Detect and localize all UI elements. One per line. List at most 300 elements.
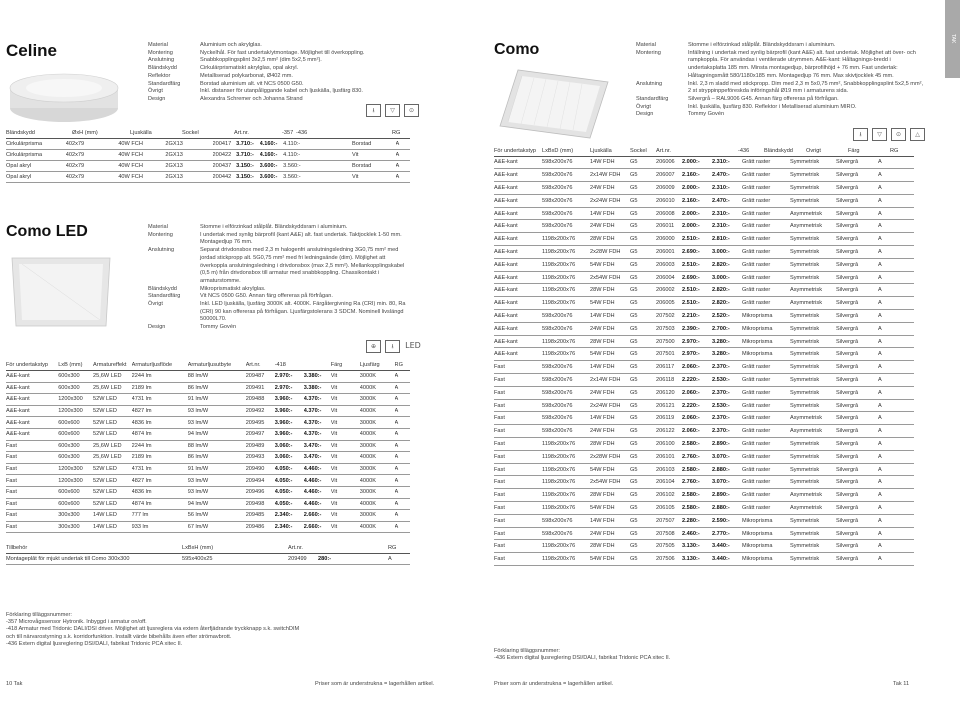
- table-cell: 2GX13: [165, 141, 183, 147]
- table-cell: A: [878, 402, 882, 409]
- table-cell: Symmetrisk: [790, 351, 820, 358]
- table-cell: Silvergrå: [836, 556, 859, 563]
- table-cell: 2.820:-: [712, 261, 730, 268]
- table-row: [494, 476, 914, 489]
- product-title-como-led: Como LED: [6, 223, 88, 240]
- table-cell: 4000K: [359, 454, 376, 461]
- table-cell: 2.310:-: [712, 223, 730, 230]
- table-row: [494, 425, 914, 438]
- table-cell: 600x600: [58, 419, 80, 426]
- table-cell: 209498: [245, 500, 265, 507]
- table-cell: 2.370:-: [712, 389, 730, 396]
- product-image-como: [494, 66, 614, 142]
- table-cell: 598x200x76: [542, 325, 573, 332]
- table-cell: Fast: [494, 530, 505, 537]
- table-celine: [6, 128, 410, 183]
- table-cell: 4.370:-: [303, 431, 322, 438]
- table-cell: 3000K: [359, 512, 376, 519]
- plus-icon: ⊕: [366, 340, 381, 353]
- table-cell: A&E-kant: [6, 396, 30, 403]
- table-row: [6, 417, 410, 429]
- table-cell: Grått raster: [742, 287, 771, 294]
- spec-label: Material: [148, 224, 168, 230]
- table-cell: 52W LED: [92, 500, 117, 507]
- table-cell: Silvergrå: [836, 274, 859, 281]
- header-cell: Armaturljusflöde: [131, 362, 173, 368]
- table-cell: A: [395, 163, 400, 169]
- header-cell: För undertakstyp: [6, 362, 48, 368]
- table-cell: Silvergrå: [836, 389, 859, 396]
- table-cell: 2.970:-: [274, 384, 293, 391]
- spec-value: Inkl. ljuskälla, ljusfärg 830. Reflektor i Metalliserad aluminium MIRO.: [688, 103, 857, 110]
- table-cell: 206008: [656, 210, 675, 217]
- accessory-header: [6, 543, 410, 554]
- table-cell: Symmetrisk: [790, 479, 820, 486]
- table-cell: Silvergrå: [836, 223, 859, 230]
- table-cell: Fast: [494, 428, 505, 435]
- table-cell: 1198x200x76: [542, 300, 576, 307]
- table-cell: A: [395, 174, 400, 180]
- spec-label: Anslutning: [148, 247, 175, 254]
- table-row: [494, 451, 914, 464]
- table-cell: Grått raster: [742, 402, 771, 409]
- table-cell: A: [878, 210, 882, 217]
- table-cell: 1200x300: [58, 477, 83, 484]
- table-cell: 2.280:-: [682, 517, 700, 524]
- spec-label: Övrigt: [148, 88, 163, 95]
- table-cell: 2.510:-: [682, 261, 700, 268]
- table-cell: 3.280:-: [712, 338, 730, 345]
- table-cell: Vit: [330, 477, 338, 484]
- table-cell: 2.060:-: [682, 428, 700, 435]
- table-cell: A&E-kant: [494, 351, 518, 358]
- table-cell: A: [878, 504, 882, 511]
- table-cell: 2GX13: [165, 152, 183, 158]
- table-cell: 2.160:-: [682, 172, 700, 179]
- table-cell: 2x24W FDH: [590, 402, 621, 409]
- table-cell: 1198x200x76: [542, 287, 576, 294]
- table-cell: Mikroprisma: [742, 543, 773, 550]
- table-cell: 1198x200x76: [542, 274, 576, 281]
- table-cell: 2.820:-: [712, 287, 730, 294]
- table-row: [6, 406, 410, 418]
- table-cell: 28W FDH: [590, 287, 615, 294]
- table-cell: 200437: [212, 163, 232, 169]
- table-cell: 4000K: [359, 408, 376, 415]
- table-cell: Mikroprisma: [742, 325, 773, 332]
- table-cell: 4.050:-: [274, 477, 293, 484]
- table-cell: G5: [630, 415, 638, 422]
- table-cell: 206001: [656, 248, 675, 255]
- header-cell: RG: [388, 545, 397, 551]
- table-cell: Fast: [6, 477, 17, 484]
- table-cell: 3.710:-: [236, 152, 254, 158]
- table-cell: G5: [630, 261, 638, 268]
- table-cell: A: [878, 287, 882, 294]
- table-cell: Vit: [352, 152, 359, 158]
- table-cell: A&E-kant: [494, 172, 518, 179]
- table-cell: G5: [630, 172, 638, 179]
- triangle-icon: ▽: [385, 104, 400, 117]
- spec-value: Aluminium och akrylglas.: [200, 42, 262, 48]
- table-cell: 2.060:-: [682, 415, 700, 422]
- table-cell: 3.470:-: [303, 442, 322, 449]
- footnote-line: Förklaring tilläggsnummer:: [6, 612, 72, 618]
- table-cell: A: [395, 141, 400, 147]
- table-row: [6, 172, 410, 183]
- table-cell: 28W FDH: [590, 492, 615, 499]
- table-cell: 4836 lm: [131, 489, 152, 496]
- table-cell: 52W LED: [92, 431, 117, 438]
- table-cell: 2.470:-: [712, 172, 730, 179]
- table-cell: Fast: [494, 415, 505, 422]
- table-cell: 4.110:-: [283, 152, 301, 158]
- table-cell: 54W FDH: [590, 300, 615, 307]
- table-row: [494, 272, 914, 285]
- table-cell: Asymmetrisk: [790, 504, 823, 511]
- spec-value: Vit NCS 0500 G50. Annan färg offereras på förfrågan.: [200, 293, 333, 300]
- table-cell: Silvergrå: [836, 402, 859, 409]
- header-cell: Armaturljusutbyte: [187, 362, 232, 368]
- spec-row: [148, 50, 398, 58]
- table-cell: Symmetrisk: [790, 338, 820, 345]
- header-cell: Art.nr.: [656, 147, 671, 154]
- table-cell: 4.370:-: [303, 396, 322, 403]
- table-cell: 2189 lm: [131, 454, 152, 461]
- table-cell: 4.370:-: [303, 408, 322, 415]
- table-cell: Grått raster: [742, 415, 771, 422]
- table-cell: Grått raster: [742, 492, 771, 499]
- spec-row: [148, 73, 398, 81]
- table-cell: A: [878, 389, 882, 396]
- spec-row: [148, 65, 398, 73]
- table-cell: 2GX13: [165, 163, 183, 169]
- table-cell: A: [394, 512, 399, 519]
- table-cell: 2.890:-: [712, 492, 730, 499]
- table-cell: 600x300: [58, 384, 80, 391]
- spec-label: Standardfärg: [148, 80, 181, 87]
- table-cell: A: [878, 300, 882, 307]
- table-cell: 4874 lm: [131, 500, 152, 507]
- table-cell: 2.880:-: [712, 504, 730, 511]
- table-cell: 206117: [656, 364, 675, 371]
- table-cell: 54W FDH: [590, 556, 615, 563]
- table-cell: 598x200x76: [542, 172, 573, 179]
- table-cell: 595x400x25: [182, 556, 213, 562]
- table-row: [494, 387, 914, 400]
- table-cell: Fast: [6, 442, 17, 449]
- table-row: [494, 233, 914, 246]
- table-cell: A&E-kant: [494, 287, 518, 294]
- table-cell: A&E-kant: [494, 248, 518, 255]
- header-cell: Art.nr.: [234, 130, 249, 136]
- table-cell: G5: [630, 197, 638, 204]
- table-cell: Vit: [330, 500, 338, 507]
- table-cell: 2x14W FDH: [590, 172, 621, 179]
- table-cell: 3.070:-: [712, 453, 730, 460]
- table-row: [494, 323, 914, 336]
- table-cell: G5: [630, 428, 638, 435]
- spec-value: I undertak med synlig bärprofil (kant A&E) alt. fast undertak. Taktjocklek 1-50 mm. Montagedjup 76 mm.: [200, 231, 402, 246]
- table-cell: G5: [630, 184, 638, 191]
- table-row: [494, 438, 914, 451]
- table-cell: 3000K: [359, 373, 376, 380]
- table-cell: 14W LED: [92, 512, 117, 519]
- table-cell: A: [394, 431, 399, 438]
- table-cell: 207500: [656, 338, 675, 345]
- table-cell: 2.970:-: [682, 338, 700, 345]
- table-cell: A: [878, 492, 882, 499]
- table-cell: G5: [630, 504, 638, 511]
- spec-value: Mikroprismatiskt akrylglas.: [200, 285, 266, 292]
- table-row: [494, 169, 914, 182]
- table-cell: Symmetrisk: [790, 466, 820, 473]
- table-cell: 3.000:-: [712, 248, 730, 255]
- table-cell: 28W FDH: [590, 236, 615, 243]
- table-cell: 2.470:-: [712, 197, 730, 204]
- header-cell: Ljusfärg: [359, 362, 380, 368]
- table-cell: Symmetrisk: [790, 530, 820, 537]
- header-cell: Tillbehör: [6, 545, 28, 551]
- table-cell: G5: [630, 364, 638, 371]
- table-cell: 1198x200x76: [542, 248, 576, 255]
- spec-label: Standardfärg: [148, 293, 181, 300]
- header-cell: -418: [274, 362, 286, 368]
- spec-row: [636, 104, 926, 112]
- table-cell: 598x200x76: [542, 415, 573, 422]
- table-cell: 2.760:-: [682, 453, 700, 460]
- table-cell: 1198x200x76: [542, 440, 576, 447]
- table-cell: 91 lm/W: [187, 466, 209, 473]
- header-cell: Armatureffekt: [92, 362, 127, 368]
- table-cell: 2.530:-: [712, 402, 730, 409]
- table-cell: G5: [630, 287, 638, 294]
- table-cell: 402x79: [65, 163, 85, 169]
- table-cell: 600x300: [58, 442, 80, 449]
- table-cell: Silvergrå: [836, 492, 859, 499]
- table-cell: A: [878, 351, 882, 358]
- table-cell: 200422: [212, 152, 232, 158]
- table-row: [494, 348, 914, 361]
- table-cell: Mikroprisma: [742, 530, 773, 537]
- table-cell: 3.280:-: [712, 351, 730, 358]
- table-cell: 4836 lm: [131, 419, 152, 426]
- table-cell: Symmetrisk: [790, 402, 820, 409]
- table-cell: 2.060:-: [682, 389, 700, 396]
- spec-row: [148, 247, 408, 286]
- table-cell: Silvergrå: [836, 440, 859, 447]
- table-cell: 93 lm/W: [187, 477, 209, 484]
- table-cell: 2.660:-: [303, 512, 322, 519]
- spec-label: Anslutning: [148, 57, 175, 64]
- table-cell: Silvergrå: [836, 453, 859, 460]
- table-cell: 1200x300: [58, 466, 83, 473]
- table-cell: A: [878, 556, 882, 563]
- table-row: [494, 157, 914, 170]
- table-cell: 2244 lm: [131, 373, 152, 380]
- spec-row: [636, 42, 926, 50]
- table-cell: A&E-kant: [6, 408, 30, 415]
- table-cell: Fast: [494, 440, 505, 447]
- table-cell: 54W FDH: [590, 261, 615, 268]
- table-cell: Vit: [330, 466, 338, 473]
- table-cell: Vit: [330, 524, 338, 531]
- spec-list-como-led: [148, 224, 408, 332]
- table-cell: A: [394, 524, 399, 531]
- spec-row: [636, 96, 926, 104]
- footnote-line: och till närvarostyrning s.k. korridorfunktion. Installt värde bibehålls även efter strömavbrott.: [6, 633, 232, 640]
- page-number-left: 10 Tak: [6, 681, 23, 687]
- table-cell: 2.660:-: [303, 524, 322, 531]
- table-cell: G5: [630, 402, 638, 409]
- header-cell: Ljuskälla: [130, 130, 152, 136]
- table-cell: A: [878, 517, 882, 524]
- table-cell: Vit: [330, 384, 338, 391]
- header-cell: Art.nr.: [288, 545, 303, 551]
- table-cell: Mikroprisma: [742, 351, 773, 358]
- table-cell: A&E-kant: [494, 312, 518, 319]
- table-cell: Grått raster: [742, 300, 771, 307]
- table-cell: 93 lm/W: [187, 419, 209, 426]
- table-cell: 598x200x76: [542, 428, 573, 435]
- table-cell: Symmetrisk: [790, 197, 820, 204]
- table-cell: Grått raster: [742, 364, 771, 371]
- table-cell: G5: [630, 351, 638, 358]
- table-cell: 206119: [656, 415, 675, 422]
- table-cell: 2.890:-: [712, 440, 730, 447]
- table-cell: G5: [630, 300, 638, 307]
- table-cell: A: [878, 428, 882, 435]
- table-cell: Grått raster: [742, 376, 771, 383]
- table-cell: 94 lm/W: [187, 431, 209, 438]
- table-cell: 1200x300: [58, 408, 83, 415]
- icon-row-celine: [366, 104, 419, 117]
- table-cell: Silvergrå: [836, 261, 859, 268]
- table-cell: 598x200x76: [542, 159, 573, 166]
- table-cell: A&E-kant: [6, 419, 30, 426]
- footnote-left: [6, 612, 336, 648]
- table-cell: Borstad: [352, 141, 372, 147]
- table-cell: 4.460:-: [303, 477, 322, 484]
- table-cell: 200417: [212, 141, 232, 147]
- table-cell: 4.050:-: [274, 500, 293, 507]
- table-cell: G5: [630, 479, 638, 486]
- spec-row: [148, 324, 408, 332]
- table-cell: 2.000:-: [682, 159, 700, 166]
- table-cell: 3.710:-: [236, 141, 254, 147]
- table-cell: Symmetrisk: [790, 248, 820, 255]
- table-cell: 4.460:-: [303, 466, 322, 473]
- table-cell: Fast: [494, 364, 505, 371]
- table-cell: 209493: [245, 454, 265, 461]
- table-cell: 2.580:-: [682, 492, 700, 499]
- table-cell: Silvergrå: [836, 248, 859, 255]
- table-cell: A: [394, 396, 399, 403]
- header-cell: Färg: [330, 362, 343, 368]
- header-cell: RG: [394, 362, 403, 368]
- table-cell: 2.880:-: [712, 466, 730, 473]
- table-cell: 3.600:-: [259, 163, 278, 169]
- product-title-como: Como: [494, 41, 540, 58]
- table-cell: 4000K: [359, 500, 376, 507]
- header-cell: Färg: [848, 147, 860, 154]
- table-cell: Grått raster: [742, 236, 771, 243]
- arrow-down-icon: ⭳: [366, 104, 381, 117]
- table-cell: A&E-kant: [6, 431, 30, 438]
- table-cell: Mikroprisma: [742, 338, 773, 345]
- table-cell: Mikroprisma: [742, 517, 773, 524]
- table-cell: Symmetrisk: [790, 543, 820, 550]
- table-cell: 207507: [656, 517, 675, 524]
- table-cell: Silvergrå: [836, 197, 859, 204]
- header-cell: Ljuskälla: [590, 147, 612, 154]
- table-cell: Silvergrå: [836, 415, 859, 422]
- table-cell: 88 lm/W: [187, 373, 209, 380]
- table-cell: 2.220:-: [682, 402, 700, 409]
- table-cell: 86 lm/W: [187, 384, 209, 391]
- table-cell: 2.340:-: [274, 524, 293, 531]
- table-cell: 14W FDH: [590, 415, 615, 422]
- table-cell: 2.770:-: [712, 530, 730, 537]
- table-cell: 598x200x76: [542, 210, 573, 217]
- table-row: [6, 161, 410, 172]
- table-cell: A: [394, 384, 399, 391]
- spec-label: Material: [148, 42, 168, 48]
- spec-value: Cirkulärprismatiskt akrylglas, opal akryl.: [200, 65, 299, 72]
- table-row: [494, 400, 914, 413]
- table-cell: 52W LED: [92, 466, 117, 473]
- table-cell: 209494: [245, 477, 265, 484]
- table-cell: 209496: [245, 489, 265, 496]
- table-cell: 93 lm/W: [187, 408, 209, 415]
- table-cell: Asymmetrisk: [790, 287, 823, 294]
- table-cell: 3.060:-: [274, 442, 293, 449]
- table-cell: 2.970:-: [682, 351, 700, 358]
- table-cell: A: [395, 152, 400, 158]
- table-cell: Symmetrisk: [790, 325, 820, 332]
- table-cell: Symmetrisk: [790, 389, 820, 396]
- spec-label: Montering: [148, 49, 173, 56]
- table-cell: 206009: [656, 184, 675, 191]
- table-cell: A: [878, 376, 882, 383]
- table-cell: A: [394, 408, 399, 415]
- section-tab: TAK: [945, 0, 960, 78]
- table-cell: A: [878, 364, 882, 371]
- table-row: [494, 182, 914, 195]
- table-row: [6, 139, 410, 150]
- table-row: [494, 489, 914, 502]
- table-cell: A: [878, 543, 882, 550]
- table-cell: 3000K: [359, 396, 376, 403]
- table-cell: 1198x200x76: [542, 543, 576, 550]
- table-row: [6, 510, 410, 522]
- table-cell: 2x24W FDH: [590, 197, 621, 204]
- spec-label: Design: [148, 324, 166, 331]
- table-cell: 2.690:-: [682, 274, 700, 281]
- table-cell: 3.070:-: [712, 479, 730, 486]
- table-row: [6, 475, 410, 487]
- table-cell: 206007: [656, 172, 675, 179]
- table-cell: 209485: [245, 512, 265, 519]
- table-cell: 598x200x76: [542, 312, 573, 319]
- table-cell: Fast: [6, 512, 17, 519]
- table-cell: 2.530:-: [712, 376, 730, 383]
- spec-label: Reflektor: [148, 72, 171, 79]
- table-cell: Grått raster: [742, 159, 771, 166]
- icon-row-como-led: [366, 340, 422, 353]
- table-cell: 206105: [656, 504, 675, 511]
- table-cell: 2244 lm: [131, 442, 152, 449]
